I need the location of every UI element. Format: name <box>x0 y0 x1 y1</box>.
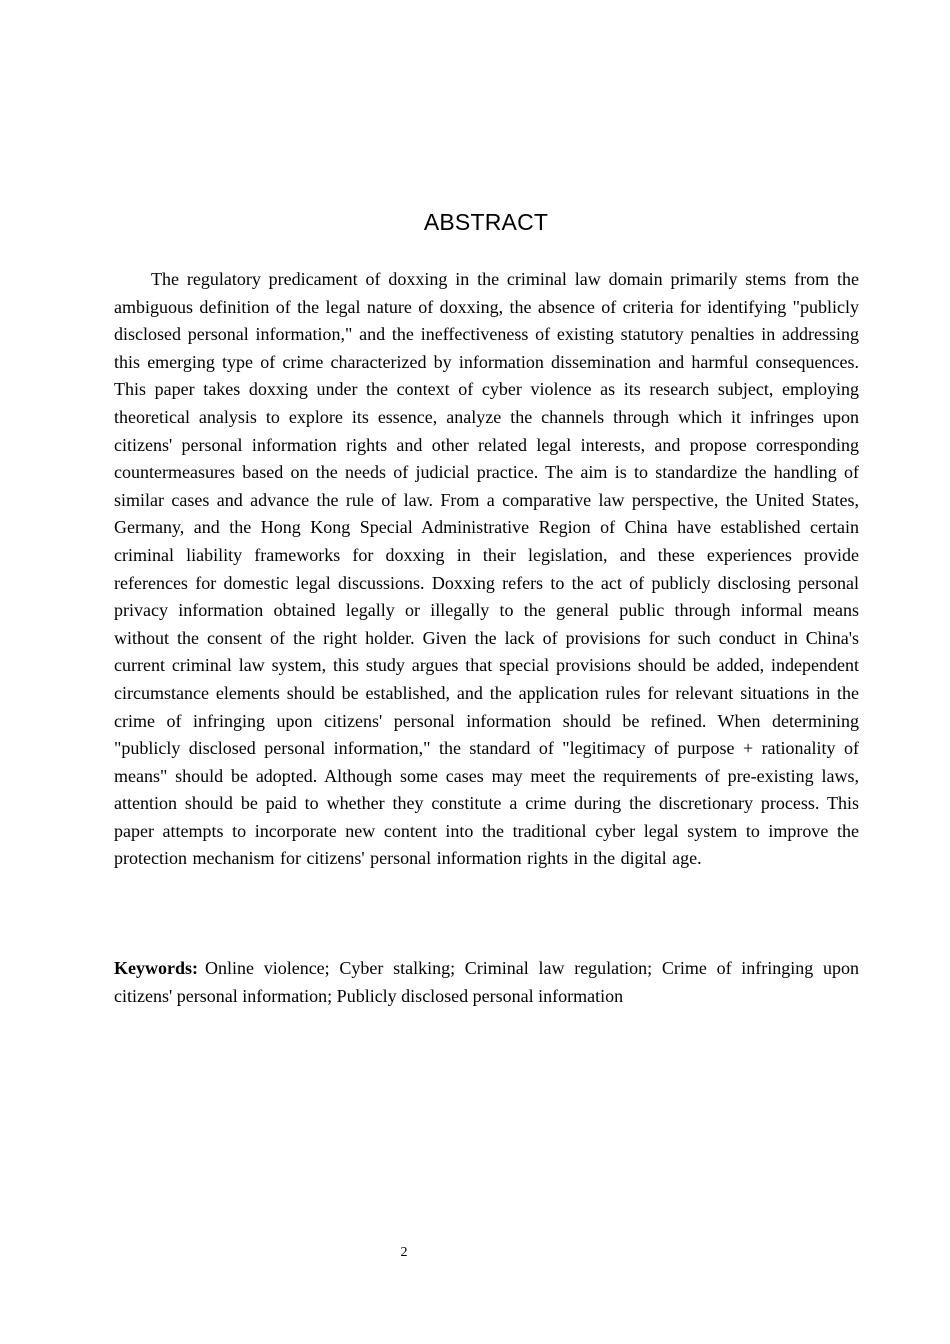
keywords-text: Online violence; Cyber stalking; Criminal law regulation; Crime of infringing upon citizens' personal information; Publicly disclosed personal information <box>114 958 859 1006</box>
abstract-body: The regulatory predicament of doxxing in the criminal law domain primarily stems from the ambiguous definition of the legal nature of doxxing, the absence of criteria for identifying "publicly disclosed personal information," and the ineffectiveness of existing statutory penalties in addressing this emerging type of crime characterized by information dissemination and harmful consequences. This paper takes doxxing under the context of cyber violence as its research subject, employing theoretical analysis to explore its essence, analyze the channels through which it infringes upon citizens' personal information rights and other related legal interests, and propose corresponding countermeasures based on the needs of judicial practice. The aim is to standardize the handling of similar cases and advance the rule of law. From a comparative law perspective, the United States, Germany, and the Hong Kong Special Administrative Region of China have established certain criminal liability frameworks for doxxing in their legislation, and these experiences provide references for domestic legal discussions. Doxxing refers to the act of publicly disclosing personal privacy information obtained legally or illegally to the general public through informal means without the consent of the right holder. Given the lack of provisions for such conduct in China's current criminal law system, this study argues that special provisions should be added, independent circumstance elements should be established, and the application rules for relevant situations in the crime of infringing upon citizens' personal information should be refined. When determining "publicly disclosed personal information," the standard of "legitimacy of purpose + rationality of means" should be adopted. Although some cases may meet the requirements of pre-existing laws, attention should be paid to whether they constitute a crime during the discretionary process. This paper attempts to incorporate new content into the traditional cyber legal system to improve the protection mechanism for citizens' personal information rights in the digital age. <box>114 269 859 869</box>
keywords-paragraph <box>114 955 859 1010</box>
abstract-title: ABSTRACT <box>423 209 549 235</box>
keywords-label: Keywords: <box>114 958 198 978</box>
page-number: 2 <box>400 1245 408 1260</box>
